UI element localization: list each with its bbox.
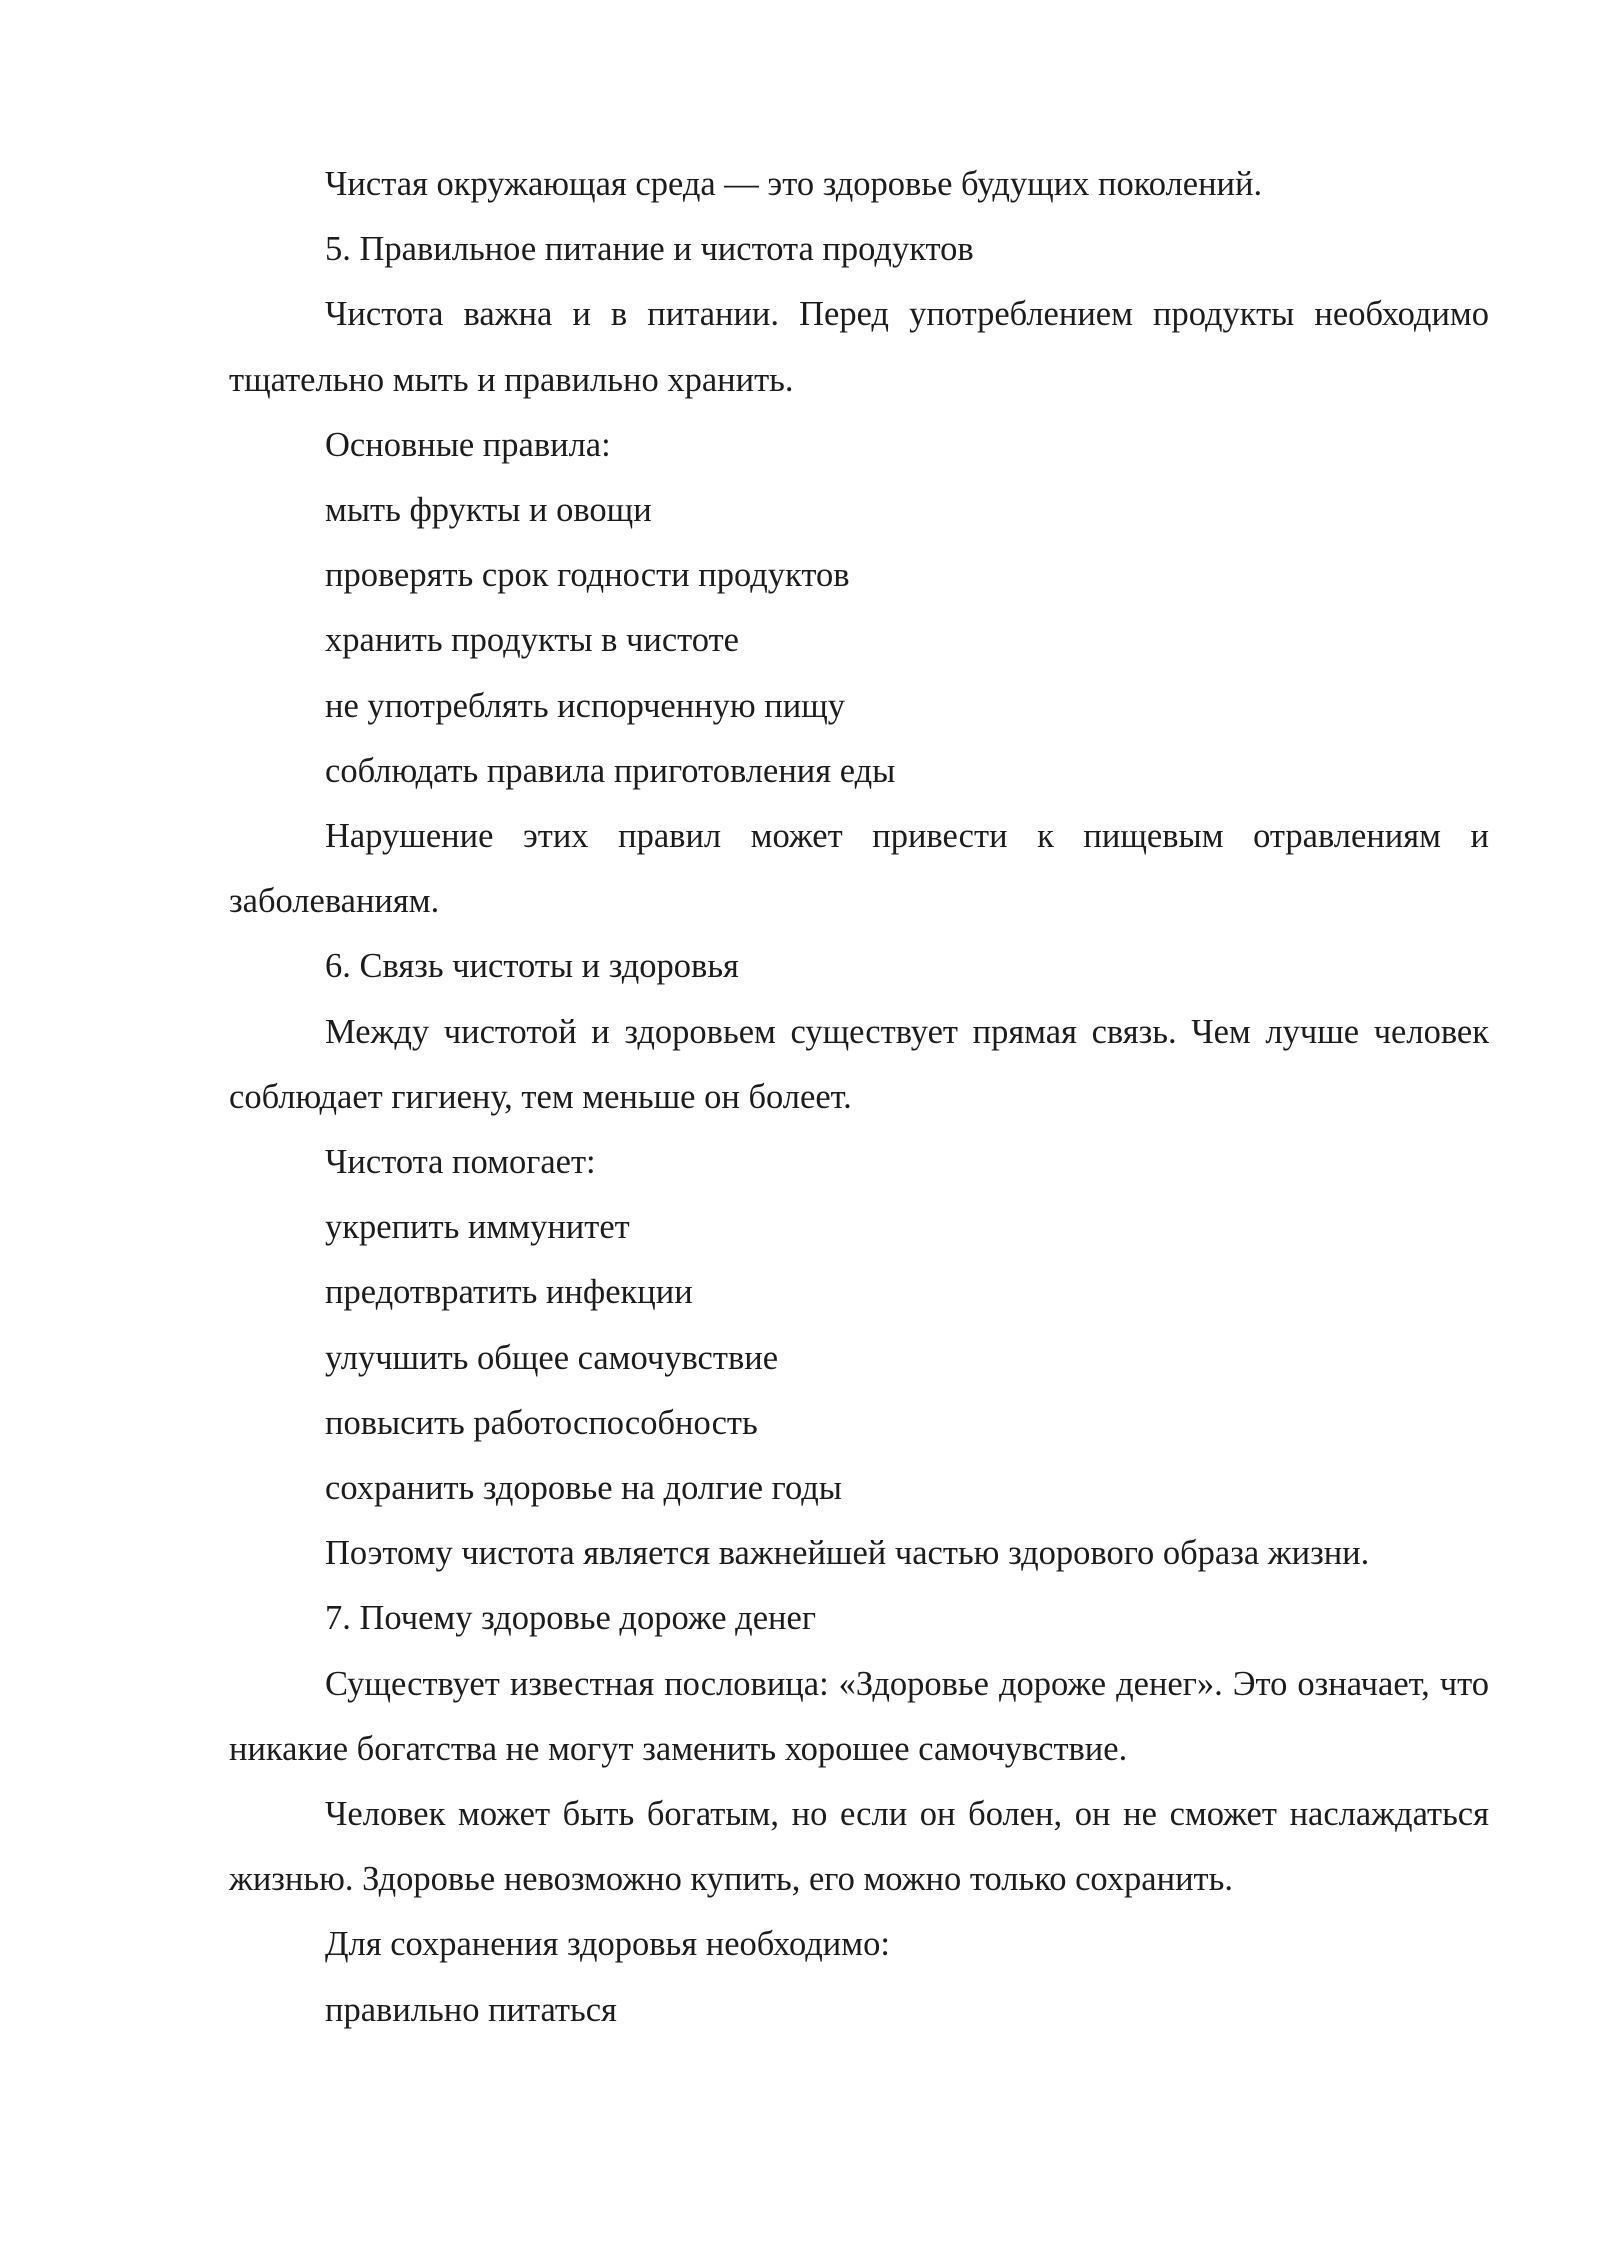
paragraph: Человек может быть богатым, но если он болен, он не сможет наслаждаться жизнью. Здоровье невозможно купить, его можно только сохранить. <box>229 1795 1489 1899</box>
paragraph: Существует известная пословица: «Здоровье дороже денег». Это означает, что никакие богатства не могут заменить хорошее самочувствие. <box>229 1664 1489 1768</box>
list-item: хранить продукты в чистоте <box>325 621 739 660</box>
list-item: соблюдать правила приготовления еды <box>325 751 896 790</box>
list-item: предотвратить инфекции <box>325 1273 693 1312</box>
list-item: правильно питаться <box>325 1990 617 2029</box>
list-item: сохранить здоровье на долгие годы <box>325 1469 842 1508</box>
list-item: не употреблять испорченную пищу <box>325 686 846 725</box>
section-heading: 6. Связь чистоты и здоровья <box>325 947 739 986</box>
list-item: повысить работоспособность <box>325 1403 758 1442</box>
paragraph: Чистая окружающая среда — это здоровье будущих поколений. <box>325 165 1263 203</box>
section-heading: 7. Почему здоровье дороже денег <box>325 1599 816 1638</box>
document-body <box>229 152 1489 2043</box>
list-item: улучшить общее самочувствие <box>325 1338 779 1377</box>
list-item: укрепить иммунитет <box>325 1208 630 1247</box>
section-heading: 5. Правильное питание и чистота продуктов <box>325 230 974 269</box>
list-item: проверять срок годности продуктов <box>325 556 850 595</box>
paragraph: Чистота важна и в питании. Перед употреблением продукты необходимо тщательно мыть и правильно хранить. <box>229 295 1489 399</box>
paragraph: Поэтому чистота является важнейшей частью здорового образа жизни. <box>325 1534 1370 1573</box>
paragraph: Между чистотой и здоровьем существует прямая связь. Чем лучше человек соблюдает гигиену, тем меньше он болеет. <box>229 1012 1489 1116</box>
paragraph: Основные правила: <box>325 425 611 464</box>
paragraph: Нарушение этих правил может привести к пищевым отравлениям и заболеваниям. <box>229 817 1489 921</box>
paragraph: Для сохранения здоровья необходимо: <box>325 1925 890 1964</box>
list-item: мыть фрукты и овощи <box>325 491 652 530</box>
paragraph: Чистота помогает: <box>325 1143 596 1182</box>
